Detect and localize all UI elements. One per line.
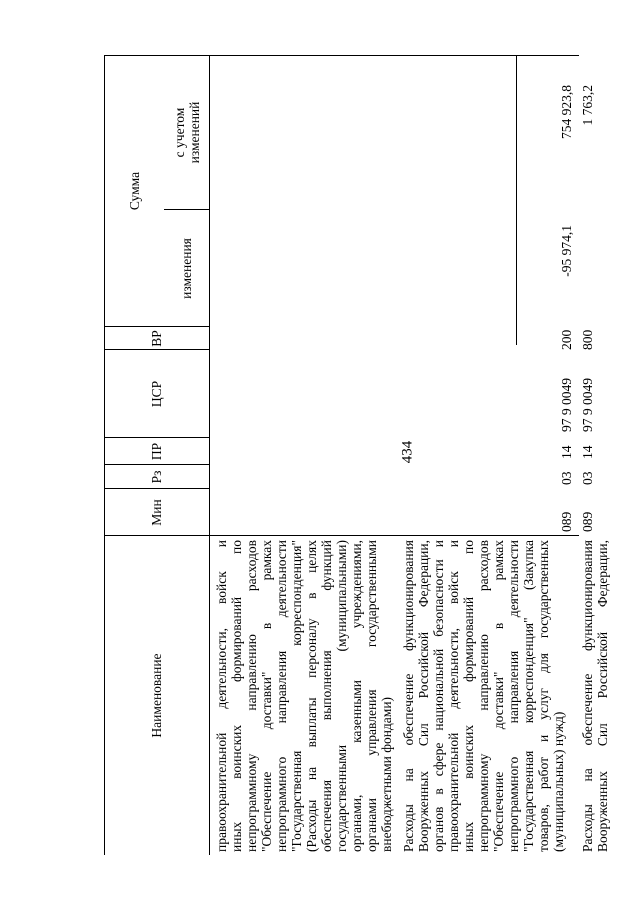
row-1-name-line: непрограммному направлению расходов <box>244 540 259 852</box>
row-2-name-line: иных воинских формирований по <box>461 540 476 852</box>
row-3-name <box>580 540 610 852</box>
row-2-change: -95 974,1 <box>559 225 574 277</box>
row-2-name-line: непрограммному направлению расходов <box>476 540 491 852</box>
row-2-min: 089 <box>559 511 574 532</box>
row-3-with-change: 1 763,2 <box>580 85 595 126</box>
row-1-name-line: "Государственная корреспонденция" <box>289 540 304 852</box>
header-bottom-border <box>209 55 210 855</box>
row-2-csr: 97 9 0049 <box>559 378 574 432</box>
header-rz: Рз <box>149 470 164 484</box>
row-1-name <box>214 540 394 852</box>
header-name: Наименование <box>149 653 164 738</box>
row-2-name-line: "Обеспечение доставки" в рамках <box>491 540 506 852</box>
header-min: Мин <box>149 499 164 526</box>
row-1-name-line: органами управления государственными <box>364 540 379 852</box>
header-vr: ВР <box>149 330 164 347</box>
row-2-name <box>401 540 566 852</box>
row-2-name-line: непрограммного направления деятельности <box>506 540 521 852</box>
row-3-name-line: Расходы на обеспечение функционирования <box>580 540 595 852</box>
header-sum: Сумма <box>126 171 142 211</box>
row-3-name-line: Вооруженных Сил Российской Федерации, <box>595 540 610 852</box>
row-1-name-line: (Расходы на выплаты персоналу в целях <box>304 540 319 852</box>
row-1-name-line: внебюджетными фондами) <box>379 696 394 852</box>
row-2-pr: 14 <box>559 445 574 459</box>
row-2-name-line: Расходы на обеспечение функционирования <box>401 540 416 852</box>
row-1-name-line: иных воинских формирований по <box>229 540 244 852</box>
row-1-name-line: органами, казенными учреждениями, <box>349 540 364 852</box>
row-1-name-line: обеспечения выполнения функций <box>319 540 334 852</box>
row-3-csr: 97 9 0049 <box>580 378 595 432</box>
row-2-name-line: Вооруженных Сил Российской Федерации, <box>416 540 431 852</box>
row-1-name-line: "Обеспечение доставки" в рамках <box>259 540 274 852</box>
row-2-rz: 03 <box>559 471 574 485</box>
row-2-vr: 200 <box>559 329 574 350</box>
header-csr: ЦСР <box>149 380 164 408</box>
row-2-name-line: правоохранительной деятельности, войск и <box>446 540 461 852</box>
row-2-with-change: 754 923,8 <box>559 85 574 139</box>
row-2-name-line: (муниципальных) нужд) <box>551 711 566 852</box>
row-3-rz: 03 <box>580 471 595 485</box>
row-3-pr: 14 <box>580 445 595 459</box>
row-1-name-line: непрограммного направления деятельности <box>274 540 289 852</box>
sum-subheader-border <box>516 55 517 345</box>
rotated-table <box>104 55 610 905</box>
page-number: 434 <box>399 440 416 464</box>
row-2-name-line: органов в сфере национальной безопасности и <box>431 540 446 852</box>
row-3-min: 089 <box>580 511 595 532</box>
header-change: изменения <box>179 238 194 299</box>
header-with-change: с учетом изменений <box>171 101 202 164</box>
row-2-name-line: товаров, работ и услуг для государственных <box>536 540 551 852</box>
row-1-name-line: правоохранительной деятельности, войск и <box>214 540 229 852</box>
row-2-name-line: "Государственная корреспонденция" (Закупка <box>521 540 536 852</box>
header-pr: ПР <box>149 442 164 461</box>
row-1-name-line: государственными (муниципальными) <box>334 540 349 852</box>
row-3-vr: 800 <box>580 329 595 350</box>
